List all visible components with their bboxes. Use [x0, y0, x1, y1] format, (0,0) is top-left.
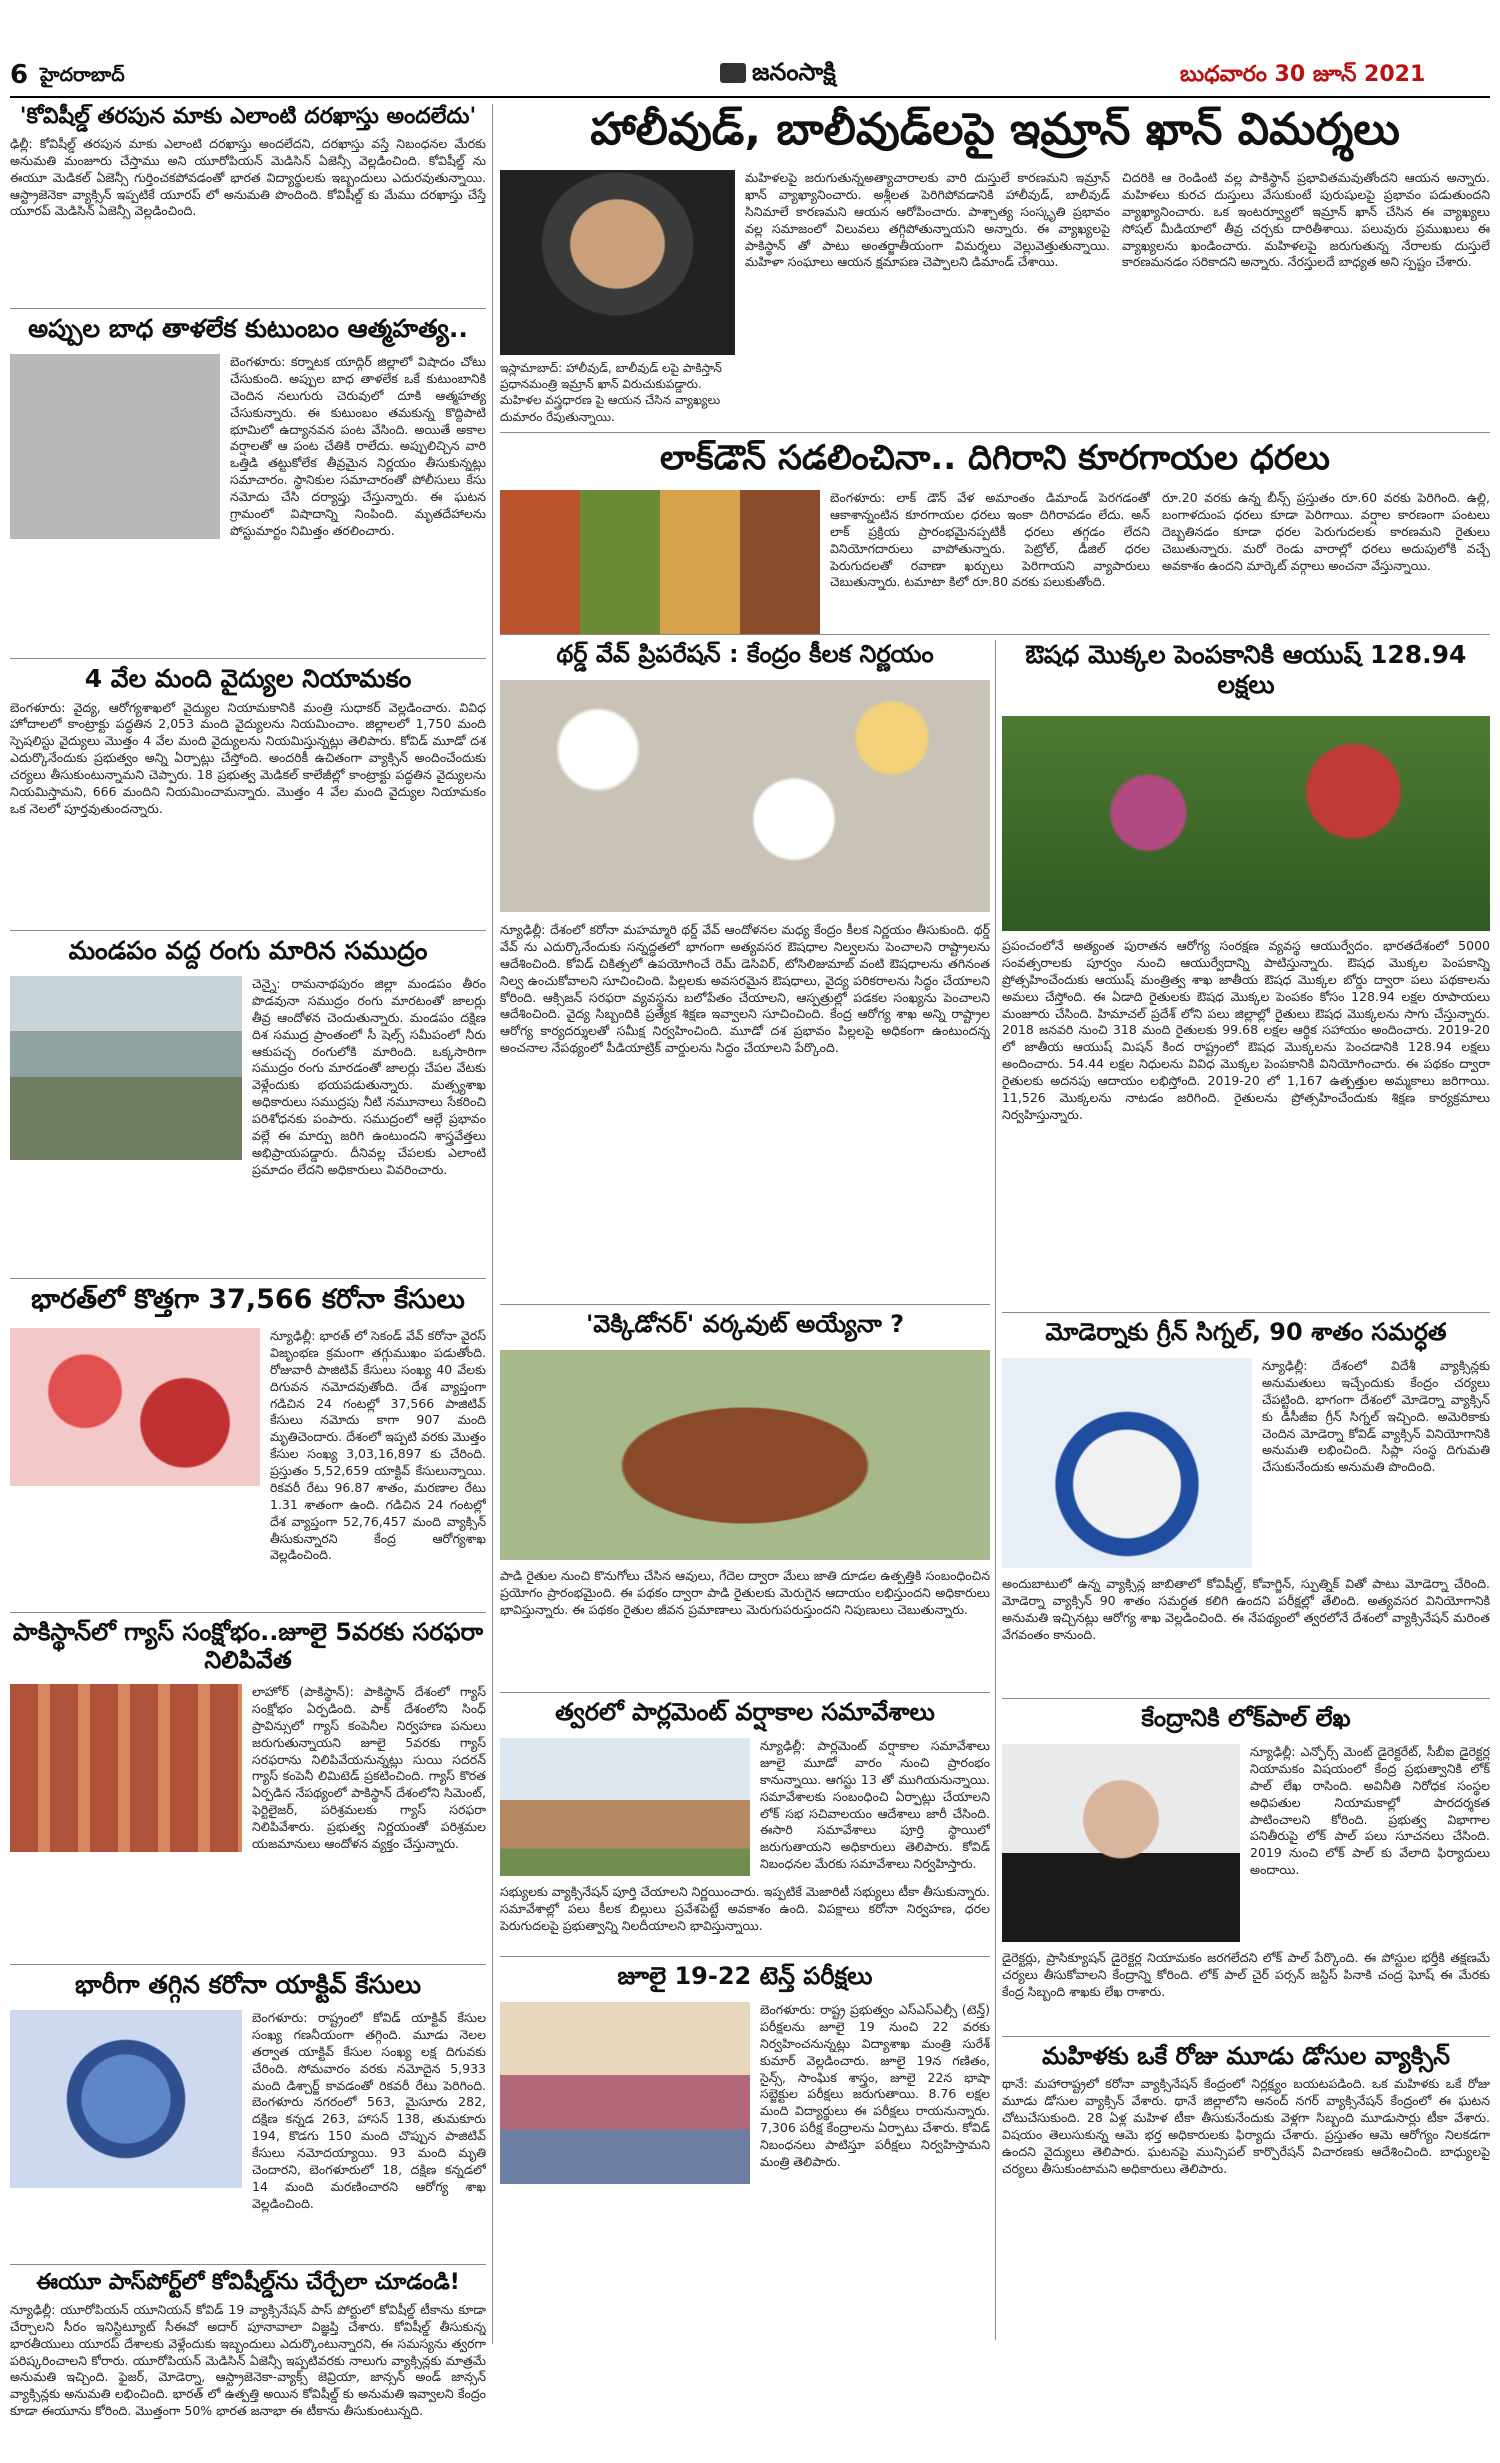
logo-text: జనంసాక్షి — [752, 58, 836, 86]
article-lokpal-letter — [1002, 1704, 1490, 1999]
masthead — [0, 0, 1500, 100]
coronavirus-image — [10, 1328, 260, 1486]
article-body: మహిళలపై జరుగుతున్నఅత్యాచారాలకు వారి దుస్తులే కారణమని ఇమ్రాన్ ఖాన్ వ్యాఖ్యానించారు. అశ్లీలత పెరిగిపోవడానికి హాలీవుడ్, బాలీవుడ్ సినిమాలే కారణమని ఆయన ఆరోపించారు. పాశ్చాత్య సంస్కృతి ప్రభావం వల్ల సమాజంలో విలువలు తగ్గిపోతున్నాయని అన్నారు. ఈ వ్యాఖ్యలపై పాకిస్థాన్ తో పాటు అంతర్జాతీయంగా విమర్శలు వెల్లువెత్తుతున్నాయి. మహిళా సంఘాలు ఆయన క్షమాపణ చెప్పాలని డిమాండ్ చేశాయి. — [745, 170, 1110, 270]
headline: మహిళకు ఒకే రోజు మూడు డోసుల వ్యాక్సిన్ — [1041, 2042, 1451, 2070]
divider — [10, 308, 486, 309]
headline: అప్పుల బాధ తాళలేక కుటుంబం ఆత్మహత్య.. — [28, 314, 468, 343]
article-body: ఢిల్లీ: కోవిషీల్డ్ తరపున మాకు ఎలాంటి దరఖాస్తు అందలేదని, దరఖాస్తు వస్తే నిబంధనల మేరకు అనుమతి మంజూరు చేస్తాము అని యూరోపియన్ మెడిసిన్ ఏజెన్సీ వెల్లడించింది. కోవిషీల్డ్ ను ఈయూ మెడికల్ ఏజెన్సీ గుర్తించకపోవడంతో భారత విద్యార్థులకు ఇబ్బందులు ఎదురవుతున్నాయి. ఆస్ట్రాజెనెకా వ్యాక్సిన్ ఇప్పటికే యూరప్ లో అనుమతి పొందింది. కోవిషీల్డ్ కు మేము దరఖాస్తు చేస్తే యూరప్ మెడిసిన్ ఏజెన్సీ వెల్లడించింది. — [10, 135, 486, 219]
article-eu-passport — [10, 2270, 486, 2450]
article-body: బెంగళూరు: రాష్ట్రంలో కోవిడ్ యాక్టివ్ కేసుల సంఖ్య గణనీయంగా తగ్గింది. మూడు నెలల తర్వాత యాక్టివ్ కేసుల సంఖ్య లక్ష దిగువకు చేరింది. సోమవారం వరకు నమోదైన 5,933 మంది డిశ్చార్జ్ కావడంతో రికవరీ రేటు పెరిగింది. బెంగళూరు నగరంలో 563, మైసూరు 282, దక్షిణ కన్నడ 263, హాసన్ 138, తుమకూరు 194, కొడగు 150 మంది చొప్పున పాజిటివ్ కేసులు నమోదయ్యాయి. 93 మంది మృతి చెందారని, బెంగళూరులో 18, దక్షిణ కన్నడలో 14 మంది మరణించారని ఆరోగ్య శాఖ వెల్లడించింది. — [252, 2010, 486, 2211]
divider — [500, 432, 1490, 433]
article-body: బెంగళూరు: వైద్య, ఆరోగ్యశాఖలో వైద్యుల నియామకానికి మంత్రి సుధాకర్ వెల్లడించారు. వివిధ హోదాలలో కాంట్రాక్టు పద్ధతిన 2,053 మంది వైద్యులను నియమించాం. జిల్లాలలో 1,750 మంది స్పెషలిస్టు వైద్యులు మొత్తం 4 వేల మంది వైద్యులను నియమిస్తున్నట్లు తెలిపారు. కోవిడ్ మూడో దశ ఎదుర్కొనేందుకు ప్రభుత్వం అన్ని ఏర్పాట్లు చేస్తోంది. అందరికీ ఉచితంగా వ్యాక్సిన్ అందించేందుకు చర్యలు తీసుకుంటున్నామని చెప్పారు. 18 ప్రభుత్వ మెడికల్ కాలేజీల్లో కాంట్రాక్టు పద్ధతిన వైద్యులను నియమిస్తామని, 666 మందిని నియమించామన్నారు. మొత్తం 4 వేల మంది వైద్యుల నియామకం ఒక నెలలో పూర్తవుతుందన్నారు. — [10, 699, 486, 816]
article-three-doses — [1002, 2042, 1490, 2358]
students-exam-photo — [500, 2002, 750, 2184]
sea-photo — [10, 976, 242, 1160]
issue-date: బుధవారం 30 జూన్ 2021 — [1180, 62, 1426, 87]
suicide-photo — [10, 354, 220, 539]
article-body: న్యూఢిల్లీ: భారత్ లో సెకండ్ వేవ్ కరోనా వైరస్ విజృంభణ క్రమంగా తగ్గుముఖం పడుతోంది. రోజువారీ పాజిటివ్ కేసులు సంఖ్య 40 వేలకు దిగువన నమోదవుతోంది. దేశ వ్యాప్తంగా గడిచిన 24 గంటల్లో 37,566 పాజిటివ్ కేసులు నమోదు కాగా 907 మంది మృతిచెందారు. దేశంలో ఇప్పటి వరకు మొత్తం కేసుల సంఖ్య 3,03,16,897 కు చేరింది. ప్రస్తుతం 5,52,659 యాక్టివ్ కేసులున్నాయి. రికవరీ రేటు 96.87 శాతం, మరణాల రేటు 1.31 శాతంగా ఉంది. గడిచిన 24 గంటల్లో దేశ వ్యాప్తంగా 52,76,457 మంది వ్యాక్సిన్ తీసుకున్నారని కేంద్ర ఆరోగ్యశాఖ వెల్లడించింది. — [270, 1328, 486, 1563]
article-body: బెంగళూరు: రాష్ట్ర ప్రభుత్వం ఎస్ఎస్ఎల్సీ (టెన్త్) పరీక్షలను జూలై 19 నుంచి 22 వరకు నిర్వహించనున్నట్లు విద్యాశాఖ మంత్రి సురేశ్ కుమార్ వెల్లడించారు. జూలై 19న గణితం, సైన్స్, సాంఘిక శాస్త్రం, జూలై 22న భాషా సబ్జెక్టుల పరీక్షలు జరుగుతాయి. 8.76 లక్షల మంది విద్యార్థులు ఈ పరీక్షలు రాయనున్నారు. 7,306 పరీక్ష కేంద్రాలను ఏర్పాటు చేశారు. కోవిడ్ నిబంధనలు పాటిస్తూ పరీక్షలు నిర్వహిస్తామని మంత్రి తెలిపారు. — [760, 2002, 990, 2169]
article-body-continued: రూ.20 వరకు ఉన్న బీన్స్ ప్రస్తుతం రూ.60 వరకు పెరిగింది. ఉల్లి, బంగాళదుంప ధరలు కూడా పెరిగాయి. వర్షాల కారణంగా పంటలు దెబ్బతినడం కూడా ధరల పెరుగుదలకు కారణమని రైతులు చెబుతున్నారు. మరో రెండు వారాల్లో ధరలు అదుపులోకి వచ్చే అవకాశం ఉందని మార్కెట్ వర్గాలు అంచనా వేస్తున్నాయి. — [1162, 490, 1490, 573]
article-active-cases-decline — [10, 1970, 486, 2211]
article-imran-khan — [500, 104, 1490, 424]
article-body-continued: సభ్యులకు వ్యాక్సినేషన్ పూర్తి చేయాలని నిర్ణయించారు. ఇప్పటికే మెజారిటీ సభ్యులు టీకా తీసుకున్నారు. సమావేశాల్లో పలు కీలక బిల్లులు ప్రవేశపెట్టే అవకాశం ఉంది. విపక్షాలు కరోనా నిర్వహణ, ధరల పెరుగుదలపై ప్రభుత్వాన్ని నిలదీయాలని భావిస్తున్నాయి. — [500, 1884, 990, 1933]
gas-cylinders-photo — [10, 1684, 242, 1852]
article-body: న్యూఢిల్లీ: పార్లమెంట్ వర్షాకాల సమావేశాలు జూలై మూడో వారం నుంచి ప్రారంభం కానున్నాయి. ఆగస్టు 13 తో ముగియనున్నాయి. సమావేశాలకు సంబంధించి ఏర్పాట్లు చేయాలని లోక్ సభ సచివాలయం ఆదేశాలు జారీ చేసింది. ఈసారి సమావేశాలు పూర్తి స్థాయిలో జరుగుతాయని అధికారులు తెలిపారు. కోవిడ్ నిబంధనల మేరకు సమావేశాలు నిర్వహిస్తారు. — [760, 1738, 990, 1872]
article-ayush-herbs — [1002, 640, 1490, 1122]
article-body: చెన్నై: రామనాథపురం జిల్లా మండపం తీరం పొడవునా సముద్రం రంగు మారటంతో జాలర్లు తీవ్ర ఆందోళన చెందుతున్నారు. మండపం దక్షిణ దిశ సముద్ర ప్రాంతంలో సీ షెల్స్ సమీపంలో నీరు ఆకుపచ్చ రంగులోకి మారింది. ఒక్కసారిగా సముద్రం రంగు మారడంతో జాలర్లు చేపల వేటకు వెళ్లేందుకు భయపడుతున్నారు. మత్స్యశాఖ అధికారులు సముద్రపు నీటి నమూనాలు సేకరించి పరిశోధనకు పంపారు. సముద్రంలో ఆల్గే ప్రభావం వల్లే ఈ మార్పు జరిగి ఉంటుందని శాస్త్రవేత్తలు అభిప్రాయపడ్డారు. దీనివల్ల చేపలకు ఎలాంటి ప్రమాదం లేదని అధికారులు వివరించారు. — [252, 976, 486, 1177]
newspaper-logo — [720, 58, 836, 92]
headline: భారత్‌లో కొత్తగా 37,566 కరోనా కేసులు — [31, 1284, 465, 1315]
divider — [1002, 1698, 1490, 1699]
divider — [500, 1304, 990, 1305]
headline: 'వెక్కిడోనర్' వర్కవుట్ అయ్యేనా ? — [585, 1310, 905, 1338]
divider — [10, 1612, 486, 1613]
bull-photo — [500, 1350, 990, 1560]
article-tenth-exams — [500, 1962, 990, 2169]
divider — [10, 1964, 486, 1965]
headline: త్వరలో పార్లమెంట్ వర్షాకాల సమావేశాలు — [555, 1698, 935, 1726]
medicinal-plants-photo — [1002, 716, 1490, 931]
headline: కేంద్రానికి లోక్‌పాల్ లేఖ — [1141, 1704, 1351, 1732]
article-body-continued: అందుబాటులో ఉన్న వ్యాక్సిన్ల జాబితాలో కోవిషీల్డ్, కోవాగ్జిన్, స్పుత్నిక్ వితో పాటు మోడెర్నా చేరింది. మోడెర్నా వ్యాక్సిన్ 90 శాతం సమర్ధత కలిగి ఉందని పరీక్షల్లో తేలింది. అత్యవసర వినియోగానికి అనుమతి ఇచ్చినట్లు ఆరోగ్య శాఖ వెల్లడించింది. ఈ నేపథ్యంలో త్వరలోనే దేశంలో వ్యాక్సినేషన్ మరింత వేగవంతం కానుంది. — [1002, 1576, 1490, 1642]
article-parliament-session — [500, 1698, 990, 1933]
article-body: లాహోర్ (పాకిస్థాన్): పాకిస్థాన్ దేశంలో గ్యాస్ సంక్షోభం ఏర్పడింది. పాక్ దేశంలోని సింధ్ ప్రావిన్సులో గ్యాస్ కంపెనీల నిర్వహణ పనులు జరుగుతున్నాయని జూలై 5వరకు గ్యాస్ సరఫరాను నిలిపివేయనున్నట్లు సుయి సదరన్ గ్యాస్ కంపెనీ లిమిటెడ్ ప్రకటించింది. గ్యాస్ కొరత ఏర్పడిన నేపథ్యంలో పాకిస్థాన్ దేశంలోని సిమెంట్, ఫెర్టిలైజర్, పరిశ్రమలకు గ్యాస్ సరఫరా నిలిపివేశారు. ప్రభుత్వ నిర్ణయంతో పరిశ్రమల యజమానులు ఆందోళన వ్యక్తం చేస్తున్నారు. — [252, 1684, 486, 1851]
article-body: బెంగళూరు: కర్నాటక యాద్గిర్ జిల్లాలో విషాదం చోటు చేసుకుంది. అప్పుల బాధ తాళలేక ఒకే కుటుంబానికి చెందిన నలుగురు చెరువులో దూకి ఆత్మహత్య చేసుకున్నారు. ఈ కుటుంబం తమకున్న కొద్దిపాటి భూమిలో ఉద్యానవన పంట వేసింది. అయితే అకాల వర్షాలతో ఆ పంట చేతికి రాలేదు. అప్పులిచ్చిన వారి ఒత్తిడి తట్టుకోలేక తీవ్రమైన నిర్ణయం తీసుకున్నట్లు సమాచారం. స్థానికుల సమాచారంతో పోలీసులు కేసు నమోదు చేసి దర్యాప్తు చేస్తున్నారు. ఈ ఘటన గ్రామంలో విషాదాన్ని నింపింది. మృతదేహాలను పోస్టుమార్టం నిమిత్తం తరలించారు. — [230, 354, 486, 538]
article-body-continued: డైరెక్టర్లు, ప్రాసిక్యూషన్ డైరెక్టర్ల నియామకం జరగలేదని లోక్ పాల్ పేర్కొంది. ఈ పోస్టుల భర్తీకి తక్షణమే చర్యలు తీసుకోవాలని కేంద్రాన్ని కోరింది. లోక్ పాల్ చైర్ పర్సన్ జస్టిస్ పినాకి చంద్ర ఘోష్ ఈ మేరకు కేంద్ర సిబ్బంది శాఖకు లేఖ రాశారు. — [1002, 1950, 1490, 1999]
article-covishield-eu — [10, 104, 486, 254]
divider — [10, 1278, 486, 1279]
divider — [500, 1956, 990, 1957]
headline: 4 వేల మంది వైద్యుల నియామకం — [84, 664, 412, 693]
article-india-covid-cases — [10, 1284, 486, 1563]
headline: ఈయూ పాస్‌పోర్ట్‌లో కోవిషీల్డ్‌ను చేర్చేలా చూడండి! — [36, 2270, 460, 2295]
article-third-wave — [500, 640, 990, 1056]
headline: మండపం వద్ద రంగు మారిన సముద్రం — [68, 936, 428, 965]
article-body: న్యూఢిల్లీ: దేశంలో విదేశీ వ్యాక్సిన్లకు అనుమతులు ఇచ్చేందుకు కేంద్రం చర్యలు చేపట్టింది. భాగంగా దేశంలో మోడెర్నా వ్యాక్సిన్ కు డీసీజీఐ గ్రీన్ సిగ్నల్ ఇచ్చింది. అమెరికాకు చెందిన మోడెర్నా కోవిడ్ వ్యాక్సిన్ వినియోగానికి అనుమతి లభించింది. సిప్లా సంస్థ దిగుమతి చేసుకునేందుకు అనుమతి పొందింది. — [1262, 1358, 1490, 1475]
imran-khan-photo — [500, 170, 735, 355]
lead-headline: హాలీవుడ్, బాలీవుడ్‌లపై ఇమ్రాన్ ఖాన్ విమర్శలు — [590, 104, 1400, 155]
virus-illustration — [10, 2010, 242, 2188]
divider — [1002, 2036, 1490, 2037]
headline: భారీగా తగ్గిన కరోనా యాక్టివ్ కేసులు — [75, 1970, 421, 1999]
photo-caption: ఇస్లామాబాద్: హాలీవుడ్, బాలీవుడ్ లపై పాకిస్తాన్ ప్రధానమంత్రి ఇమ్రాన్ ఖాన్ విరుచుకుపడ్డారు. మహిళల వస్త్రధారణ పై ఆయన చేసిన వ్యాఖ్యలు దుమారం రేపుతున్నాయి. — [500, 361, 722, 424]
divider — [1002, 1312, 1490, 1313]
headline: జూలై 19-22 టెన్త్ పరీక్షలు — [617, 1962, 873, 1990]
divider — [500, 1692, 990, 1693]
article-body: థానే: మహారాష్ట్రలో కరోనా వ్యాక్సినేషన్ కేంద్రంలో నిర్లక్ష్యం బయటపడింది. ఒక మహిళకు ఒకే రోజు మూడు డోసుల వ్యాక్సిన్ వేశారు. థానే జిల్లాలోని ఆనంద్ నగర్ వ్యాక్సినేషన్ కేంద్రంలో ఈ ఘటన చోటుచేసుకుంది. 28 ఏళ్ల మహిళ టీకా తీసుకునేందుకు వెళ్లగా సిబ్బంది మూడుసార్లు టీకా వేశారు. విషయం తెలుసుకున్న ఆమె భర్త అధికారులకు ఫిర్యాదు చేశారు. ప్రస్తుతం ఆమె ఆరోగ్యం నిలకడగా ఉందని వైద్యులు తెలిపారు. ఘటనపై మున్సిపల్ కార్పొరేషన్ విచారణకు ఆదేశించింది. బాధ్యులపై చర్యలు తీసుకుంటామని అధికారులు తెలిపారు. — [1002, 2076, 1490, 2176]
article-body: ప్రపంచంలోనే అత్యంత పురాతన ఆరోగ్య సంరక్షణ వ్యవస్థ ఆయుర్వేదం. భారతదేశంలో 5000 సంవత్సరాలకు పూర్వం నుంచి ఆయుర్వేదాన్ని పాటిస్తున్నారు. ఔషధ మొక్కల పెంపకాన్ని ప్రోత్సహించేందుకు ఆయుష్ మంత్రిత్వ శాఖ జాతీయ ఔషధ మొక్కల బోర్డు ద్వారా పలు పథకాలను అమలు చేస్తోంది. ఈ ఏడాది రైతులకు ఔషధ మొక్కల పెంపకం కోసం 128.94 లక్షల రూపాయలు మంజూరు చేసింది. హిమాచల్ ప్రదేశ్ లోని పలు జిల్లాల్లో రైతులు ఔషధ మొక్కలను సాగు చేస్తున్నారు. 2018 జనవరి నుంచి 318 మంది రైతులకు 99.68 లక్షల ఆర్థిక సహాయం అందించారు. 2019-20 లో జాతీయ ఆయుష్ మిషన్ కింద రాష్ట్రంలో ఔషధ మొక్కలను పెంచడానికి 128.94 లక్షలు అందించారు. 54.44 లక్షల నిధులను వివిధ మొక్కల పెంపకానికి వినియోగించారు. ఈ పథకం ద్వారా రైతులకు అదనపు ఆదాయం లభిస్తోంది. 2019-20 లో 1,167 ఉత్పత్తుల అమ్మకాలు జరిగాయి. 11,526 మొక్కలను నాటడం జరిగింది. రైతులను ప్రోత్సహించేందుకు శిక్షణ కార్యక్రమాలు నిర్వహిస్తున్నారు. — [1002, 938, 1490, 1122]
headline: థర్డ్ వేవ్ ప్రిపరేషన్ : కేంద్రం కీలక నిర్ణయం — [556, 640, 934, 668]
vegetables-photo — [500, 490, 820, 635]
article-doctors-recruitment — [10, 664, 486, 928]
divider — [10, 658, 486, 659]
logo-icon — [720, 63, 746, 83]
headline: 'కోవిషీల్డ్ తరపున మాకు ఎలాంటి దరఖాస్తు అందలేదు' — [19, 104, 477, 129]
medicines-thermometer-photo — [500, 680, 990, 912]
article-sea-color — [10, 936, 486, 1177]
headline: మోడెర్నాకు గ్రీన్ సిగ్నల్, 90 శాతం సమర్ధత — [1045, 1318, 1447, 1346]
lokpal-chairman-photo — [1002, 1744, 1240, 1942]
divider — [10, 930, 486, 931]
headline: ఔషధ మొక్కల పెంపకానికి ఆయుష్ 128.94 లక్షలు — [1025, 640, 1467, 699]
article-body: న్యూఢిల్లీ: యూరోపియన్ యూనియన్ కోవిడ్ 19 వ్యాక్సినేషన్ పాస్ పోర్టులో కోవిషీల్డ్ టీకాను కూడా చేర్చాలని సీరం ఇనిస్టిట్యూట్ సీఈవో అదార్ పూనావాలా విజ్ఞప్తి చేశారు. కోవిషీల్డ్ తీసుకున్న భారతీయులు యూరప్ దేశాలకు వెళ్లేందుకు ఇబ్బందులు ఎదుర్కొంటున్నారని, ఈ సమస్యను త్వరగా పరిష్కరించాలని కోరారు. యూరోపియన్ మెడిసిన్ ఏజెన్సీ ఇప్పటివరకు నాలుగు వ్యాక్సిన్లకు మాత్రమే అనుమతి ఇచ్చింది. ఫైజర్, మోడెర్నా, ఆస్ట్రాజెనెకా-వ్యాక్స్ జెవ్రియా, జాన్సన్ అండ్ జాన్సన్ వ్యాక్సిన్లకు అనుమతి లభించింది. భారత్ లో ఉత్పత్తి అయిన కోవిషీల్డ్ కు అనుమతి ఇవ్వాలని కేంద్రం కూడా ఈయూను కోరింది. మొత్తంగా 50% భారత జనాభా ఈ టీకాను తీసుకుంటున్నది. — [10, 2301, 486, 2419]
article-body: న్యూఢిల్లీ: ఎన్ఫోర్స్ మెంట్ డైరెక్టరేట్, సీబీఐ డైరెక్టర్ల నియామకం విషయంలో కేంద్ర ప్రభుత్వానికి లోక్ పాల్ లేఖ రాసింది. అవినీతి నిరోధక సంస్థల అధిపతుల నియామకాల్లో పారదర్శకత పాటించాలని కోరింది. ప్రభుత్వ విభాగాల పనితీరుపై లోక్ పాల్ పలు సూచనలు చేసింది. 2019 నుంచి లోక్ పాల్ కు వేలాది ఫిర్యాదులు అందాయి. — [1250, 1744, 1490, 1878]
parliament-photo — [500, 1738, 750, 1876]
header-rule — [10, 96, 1490, 98]
article-family-suicide — [10, 314, 486, 538]
article-body: పాడి రైతుల నుంచి కొనుగోలు చేసిన ఆవులు, గేదెల ద్వారా మేలు జాతి దూడల ఉత్పత్తికి సంబంధించిన ప్రయోగం ప్రారంభమైంది. ఈ పథకం ద్వారా పాడి రైతులకు మెరుగైన ఆదాయం లభిస్తుందని అధికారులు భావిస్తున్నారు. ఈ పథకం రైతుల జీవన ప్రమాణాలు మెరుగుపరుస్తుందని నిపుణులు చెబుతున్నారు. — [500, 1568, 990, 1617]
moderna-vaccine-photo — [1002, 1358, 1252, 1568]
article-body: బెంగళూరు: లాక్ డౌన్ వేళ అమాంతం డిమాండ్ పెరగడంతో ఆకాశాన్నంటిన కూరగాయల ధరలు ఇంకా దిగిరావడం లేదు. అన్ లాక్ ప్రక్రియ ప్రారంభమైనప్పటికీ ధరలు తగ్గడం లేదని వినియోగదారులు వాపోతున్నారు. పెట్రోల్, డీజిల్ ధరల పెరుగుదలతో రవాణా ఖర్చులు పెరిగాయని వ్యాపారులు చెబుతున్నారు. టమాటా కిలో రూ.80 వరకు పలుకుతోంది. — [830, 490, 1150, 590]
divider — [500, 634, 1490, 635]
column-divider — [492, 104, 493, 2344]
column-divider — [995, 640, 996, 2340]
headline: పాకిస్థాన్‌లో గ్యాస్ సంక్షోభం..జూలై 5వరకు సరఫరా నిలిపివేత — [12, 1618, 484, 1675]
headline: లాక్‌డౌన్ సడలించినా.. దిగిరాని కూరగాయల ధరలు — [660, 438, 1330, 478]
article-vegetable-prices — [500, 438, 1490, 590]
article-moderna — [1002, 1318, 1490, 1642]
page-number: 6 — [10, 60, 29, 90]
article-body: న్యూఢిల్లీ: దేశంలో కరోనా మహమ్మారి థర్డ్ వేవ్ ఆందోళనల మధ్య కేంద్రం కీలక నిర్ణయం తీసుకుంది. థర్డ్ వేవ్ ను ఎదుర్కొనేందుకు సన్నద్ధతలో భాగంగా అత్యవసర ఔషధాల నిల్వలను పెంచాలని రాష్ట్రాలను ఆదేశించింది. కోవిడ్ చికిత్సలో ఉపయోగించే రెమ్ డెసివిర్, టోసిలిజుమాబ్ వంటి ఔషధాలను తగినంత నిల్వ ఉంచుకోవాలని సూచించింది. పిల్లలకు అవసరమైన ఔషధాలు, వైద్య పరికరాలను సిద్ధం చేయాలని కోరింది. ఆక్సిజన్ సరఫరా వ్యవస్థను బలోపేతం చేయాలని, ఆస్పత్రుల్లో పడకల సంఖ్యను పెంచాలని ఆదేశించింది. వైద్య సిబ్బందికి ప్రత్యేక శిక్షణ ఇవ్వాలని సూచించింది. కేంద్ర ఆరోగ్య శాఖ అన్ని రాష్ట్రాల ఆరోగ్య కార్యదర్శులతో సమీక్ష నిర్వహించింది. మూడో దశ ప్రభావం పిల్లలపై అధికంగా ఉంటుందన్న అంచనాల నేపథ్యంలో పీడియాట్రిక్ వార్డులను సిద్ధం చేయాలని పేర్కొంది. — [500, 922, 990, 1056]
edition-city: హైదరాబాద్ — [40, 64, 125, 86]
article-body-continued: చిదరికి ఆ రెండింటి వల్ల పాకిస్థాన్ ప్రభావితమవుతోందని ఆయన అన్నారు. మహిళలు కురచ దుస్తులు వేసుకుంటే పురుషులపై ప్రభావం పడుతుందని వ్యాఖ్యానించారు. ఒక ఇంటర్వ్యూలో ఇమ్రాన్ ఖాన్ చేసిన ఈ వ్యాఖ్యలు సోషల్ మీడియాలో తీవ్ర చర్చకు దారితీశాయి. పలువురు ప్రముఖులు ఈ వ్యాఖ్యలను ఖండించారు. మహిళలపై జరుగుతున్న నేరాలకు దుస్తులే కారణమనడం సరికాదని అన్నారు. నేరస్తులదే బాధ్యత అని స్పష్టం చేశారు. — [1122, 170, 1490, 270]
article-pakistan-gas — [10, 1618, 486, 1851]
divider — [10, 2264, 486, 2265]
article-vekkidonor — [500, 1310, 990, 1617]
